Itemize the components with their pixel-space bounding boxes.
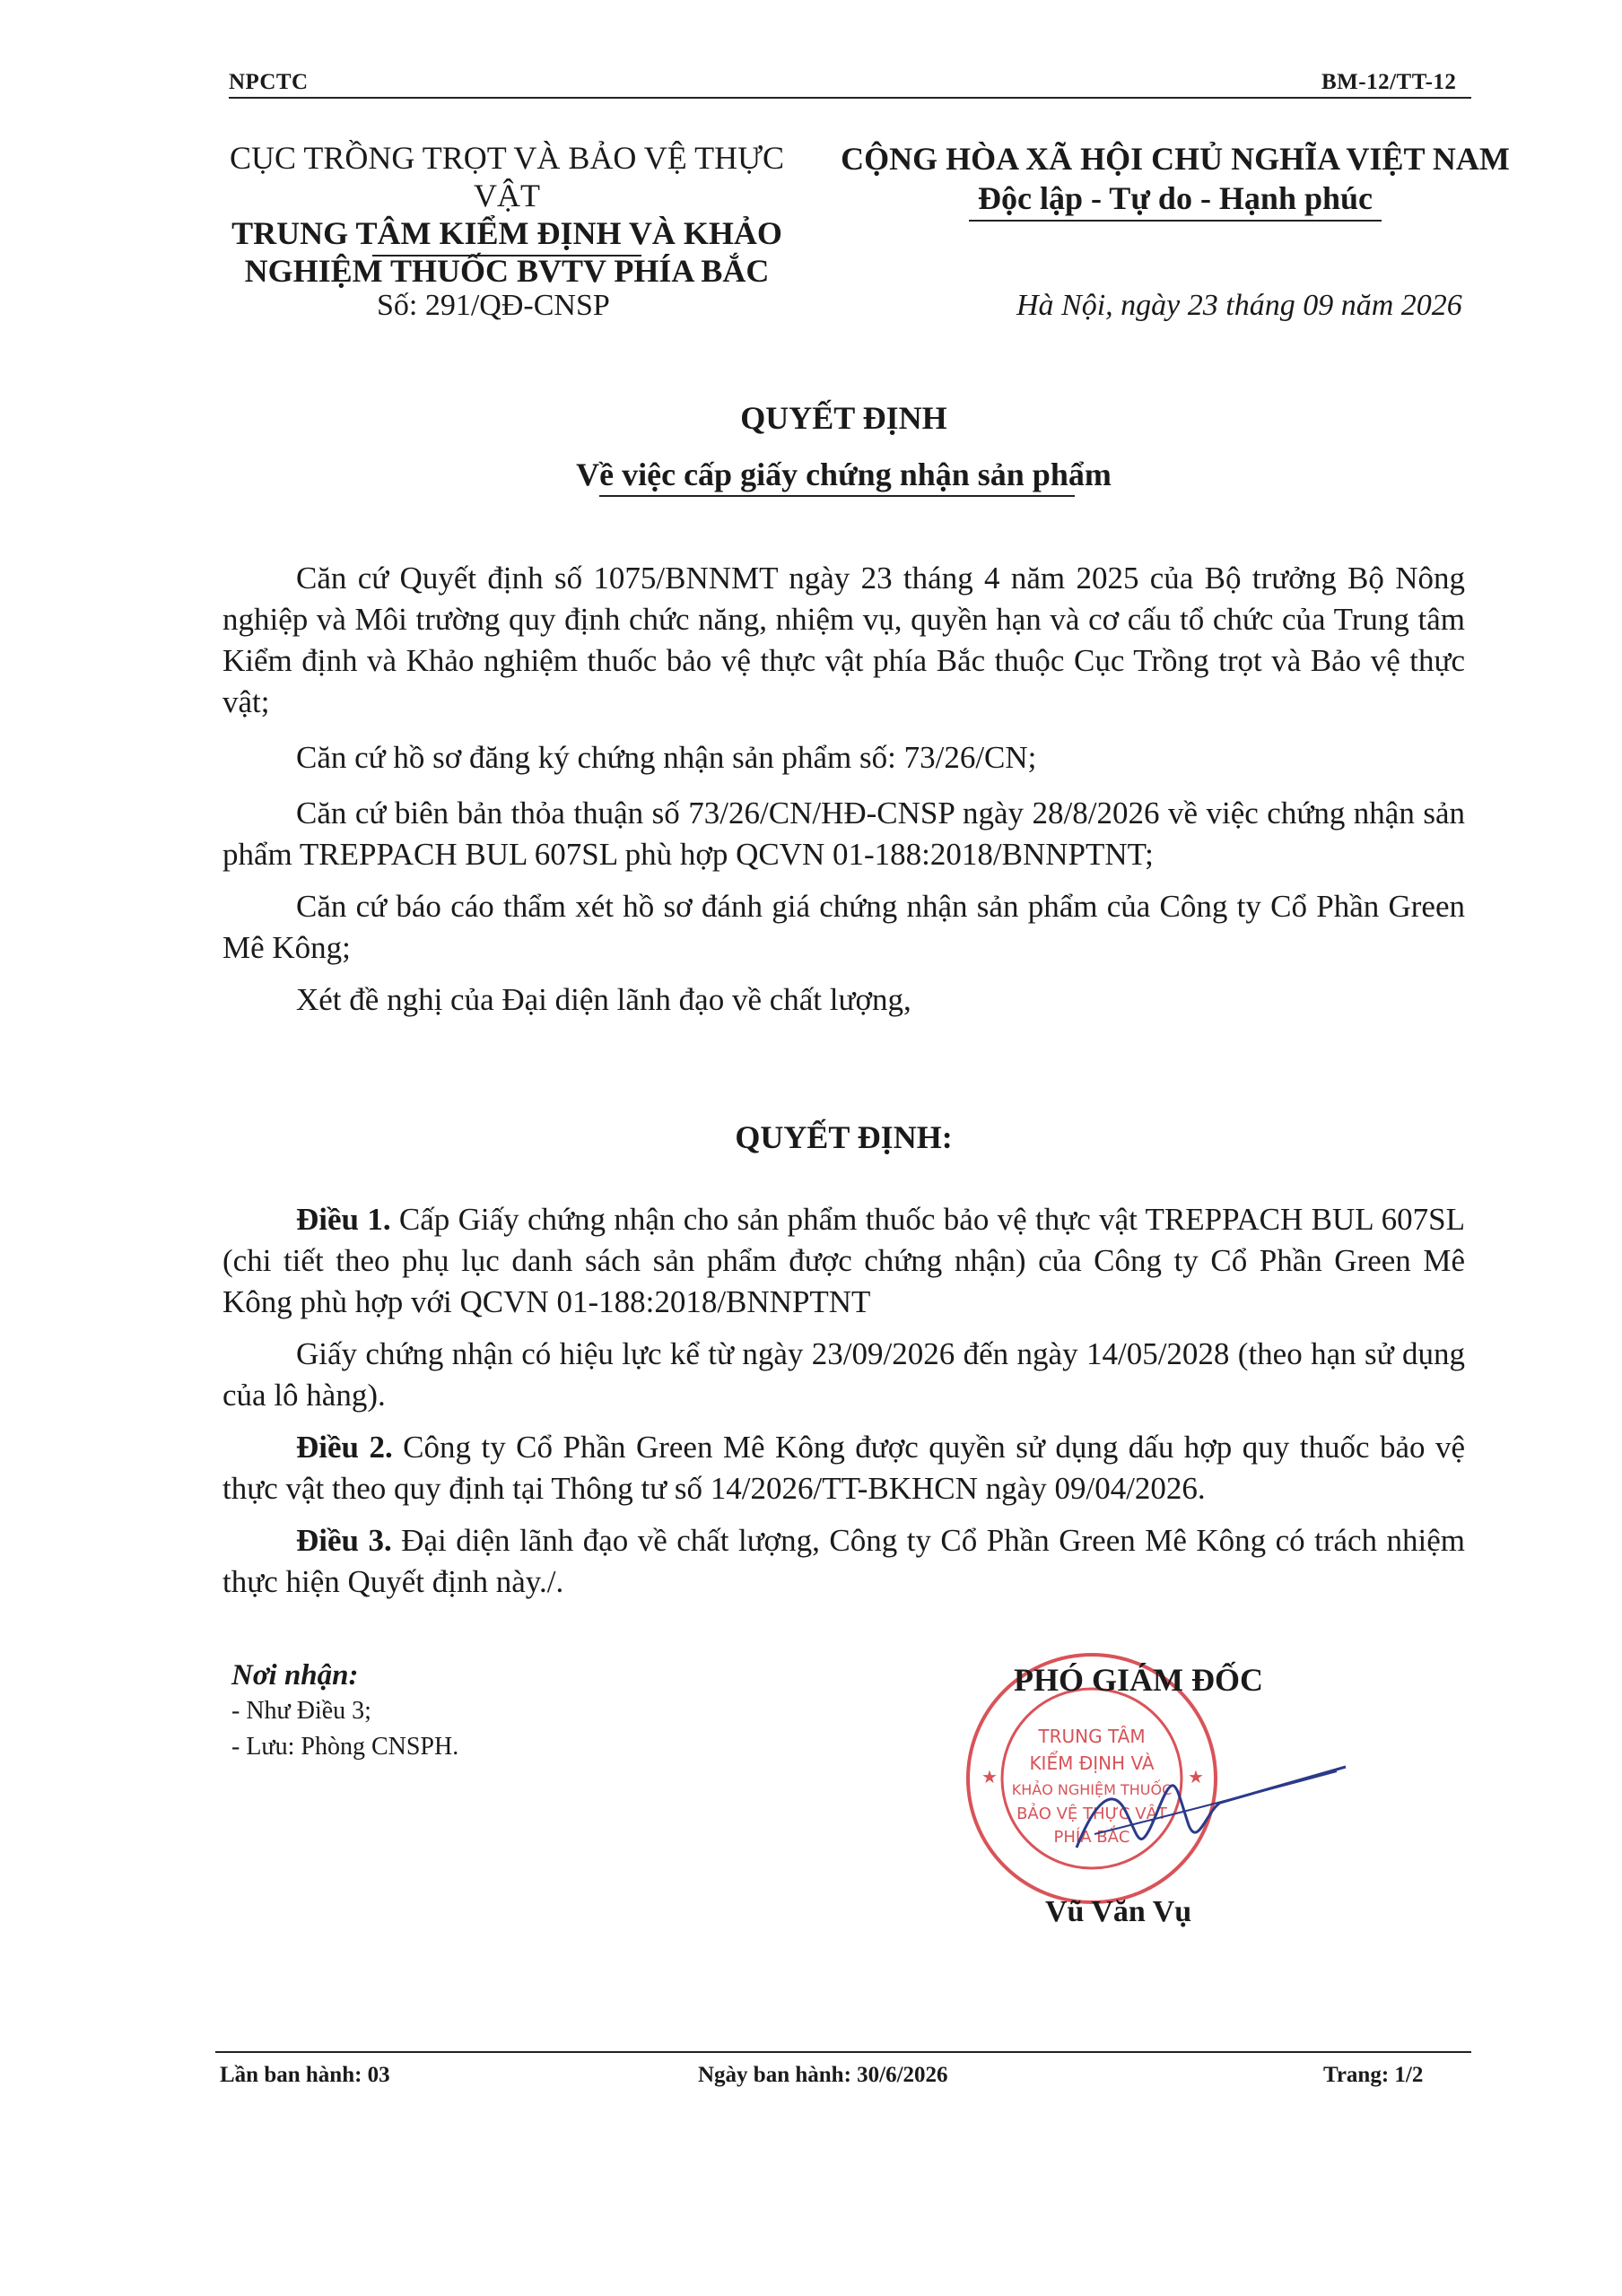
article-3 bbox=[222, 1520, 1465, 1603]
article-label: Điều 3. bbox=[296, 1523, 392, 1558]
agency-name-line2: NGHIỆM THUỐC BVTV PHÍA BẮC bbox=[244, 253, 770, 289]
articles bbox=[222, 1199, 1465, 1603]
article-2 bbox=[222, 1427, 1465, 1509]
basis-paragraph: Xét đề nghị của Đại diện lãnh đạo về chất lượng, bbox=[296, 982, 911, 1017]
country-name: CỘNG HÒA XÃ HỘI CHỦ NGHĨA VIỆT NAM bbox=[841, 141, 1510, 177]
subject-underline bbox=[599, 495, 1075, 497]
agency-parent: CỤC TRỒNG TRỌT VÀ BẢO VỆ THỰC VẬT bbox=[229, 140, 785, 213]
recipient-item: - Như Điều 3; bbox=[231, 1697, 371, 1725]
article-1-validity: Giấy chứng nhận có hiệu lực kể từ ngày 23/09/2026 đến ngày 14/05/2028 (theo hạn sử dụng của lô hàng). bbox=[222, 1336, 1465, 1413]
basis-paragraph: Căn cứ Quyết định số 1075/BNNMT ngày 23 tháng 4 năm 2025 của Bộ trưởng Bộ Nông nghiệp và Môi trường quy định chức năng, nhiệm vụ, quyền hạn và cơ cấu tổ chức của Trung tâm Kiểm định và Khảo nghiệm thuốc bảo vệ thực vật phía Bắc thuộc Cục Trồng trọt và Bảo vệ thực vật; bbox=[222, 561, 1465, 719]
article-text: Đại diện lãnh đạo về chất lượng, Công ty Cổ Phần Green Mê Kông có trách nhiệm thực hiện Quyết định này./. bbox=[222, 1523, 1465, 1599]
motto: Độc lập - Tự do - Hạnh phúc bbox=[977, 180, 1373, 216]
document-subject: Về việc cấp giấy chứng nhận sản phẩm bbox=[576, 457, 1112, 492]
agency-block bbox=[197, 139, 816, 290]
form-code-left: NPCTC bbox=[229, 70, 309, 94]
signer-title: PHÓ GIÁM ĐỐC bbox=[1014, 1662, 1263, 1698]
decision-heading: QUYẾT ĐỊNH: bbox=[735, 1119, 953, 1155]
article-text: Cấp Giấy chứng nhận cho sản phẩm thuốc bảo vệ thực vật TREPPACH BUL 607SL (chi tiết theo phụ lục danh sách sản phẩm được chứng nhận) của Công ty Cổ Phần Green Mê Kông phù hợp với QCVN 01-188:2018/BNNPTNT bbox=[222, 1202, 1465, 1319]
recipients-title: Nơi nhận: bbox=[231, 1659, 359, 1692]
national-motto-block bbox=[834, 139, 1516, 218]
signer-name: Vũ Văn Vụ bbox=[1045, 1895, 1192, 1928]
recipients bbox=[231, 1657, 458, 1765]
document-number: Số: 291/QĐ-CNSP bbox=[377, 289, 610, 322]
edition-number: Lần ban hành: 03 bbox=[220, 2063, 390, 2087]
issue-date: Ngày ban hành: 30/6/2026 bbox=[698, 2063, 948, 2087]
svg-text:KHẢO NGHIỆM THUỐC: KHẢO NGHIỆM THUỐC bbox=[1011, 1781, 1173, 1798]
recipient-item: - Lưu: Phòng CNSPH. bbox=[231, 1733, 459, 1761]
agency-name-line1: TRUNG TÂM KIỂM ĐỊNH VÀ KHẢO bbox=[231, 215, 782, 251]
footer-rule bbox=[215, 2051, 1471, 2053]
basis-paragraph: Căn cứ biên bản thỏa thuận số 73/26/CN/HĐ-CNSP ngày 28/8/2026 về việc chứng nhận sản phẩm TREPPACH BUL 607SL phù hợp QCVN 01-188:2018/BNNPTNT; bbox=[222, 796, 1465, 872]
page-number: Trang: 1/2 bbox=[1323, 2063, 1424, 2087]
handwritten-signature bbox=[1041, 1749, 1355, 1883]
document-title: QUYẾT ĐỊNH bbox=[740, 400, 947, 436]
article-1 bbox=[222, 1199, 1465, 1323]
svg-text:TRUNG TÂM: TRUNG TÂM bbox=[1038, 1726, 1146, 1747]
preamble bbox=[222, 558, 1465, 1021]
basis-paragraph: Căn cứ hồ sơ đăng ký chứng nhận sản phẩm số: 73/26/CN; bbox=[296, 740, 1037, 775]
svg-text:★: ★ bbox=[1188, 1766, 1204, 1787]
svg-text:★: ★ bbox=[981, 1766, 998, 1787]
agency-underline bbox=[372, 255, 641, 257]
place-date: Hà Nội, ngày 23 tháng 09 năm 2026 bbox=[1016, 289, 1462, 322]
article-text: Công ty Cổ Phần Green Mê Kông được quyền sử dụng dấu hợp quy thuốc bảo vệ thực vật theo quy định tại Thông tư số 14/2026/TT-BKHCN ngày 09/04/2026. bbox=[222, 1430, 1465, 1506]
svg-text:KIỂM ĐỊNH VÀ: KIỂM ĐỊNH VÀ bbox=[1029, 1752, 1155, 1774]
form-code-right: BM-12/TT-12 bbox=[1321, 70, 1457, 94]
motto-underline bbox=[969, 220, 1382, 222]
article-label: Điều 2. bbox=[296, 1430, 393, 1465]
article-label: Điều 1. bbox=[296, 1202, 391, 1237]
basis-paragraph: Căn cứ báo cáo thẩm xét hồ sơ đánh giá chứng nhận sản phẩm của Công ty Cổ Phần Green Mê Kông; bbox=[222, 889, 1465, 965]
header-rule bbox=[229, 97, 1471, 99]
svg-text:PHÍA BẮC: PHÍA BẮC bbox=[1053, 1828, 1130, 1847]
svg-text:BẢO VỆ THỰC VẬT: BẢO VỆ THỰC VẬT bbox=[1016, 1805, 1167, 1823]
